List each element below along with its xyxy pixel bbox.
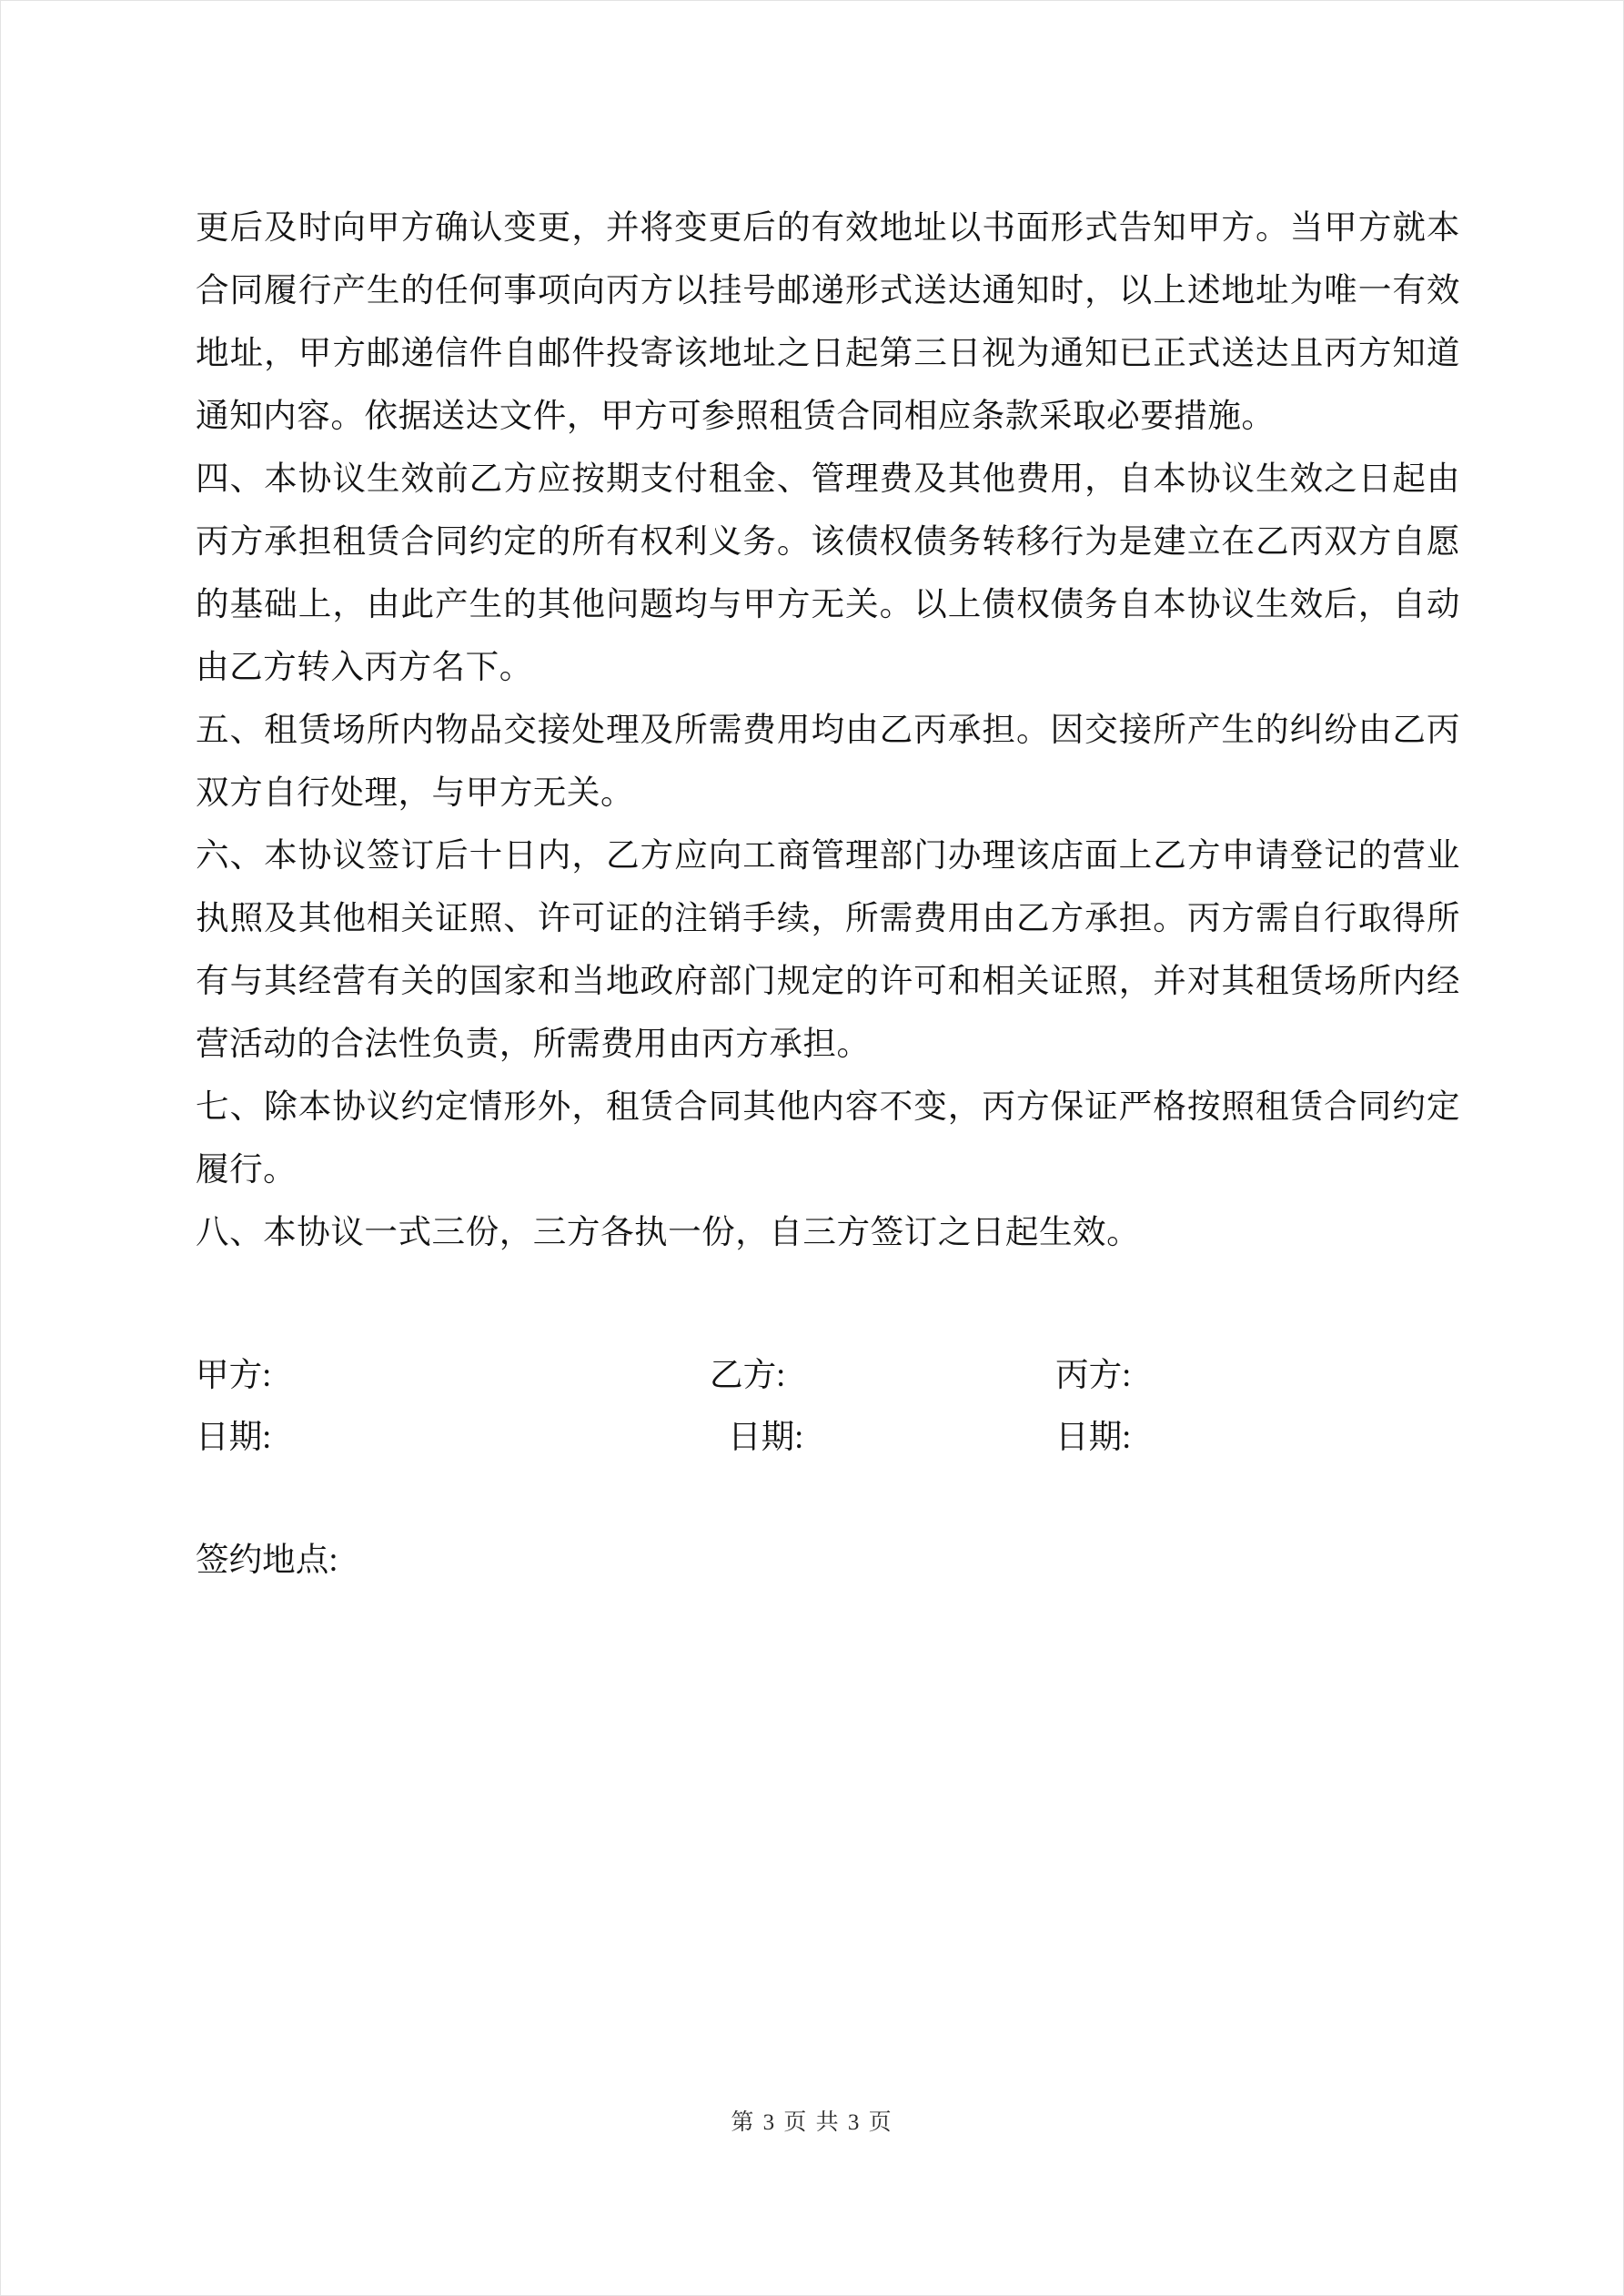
date-c-label: 日期: — [1055, 1418, 1132, 1455]
party-c-label: 丙方: — [1055, 1356, 1132, 1393]
clause-4-paragraph: 四、本协议生效前乙方应按期支付租金、管理费及其他费用，自本协议生效之日起由丙方承担租赁合同约定的所有权利义务。该债权债务转移行为是建立在乙丙双方自愿的基础上，由此产生的其他问题均与甲方无关。以上债权债务自本协议生效后，自动由乙方转入丙方名下。 — [196, 460, 1460, 685]
party-a-label: 甲方: — [196, 1356, 272, 1393]
clause-6-paragraph: 六、本协议签订后十日内，乙方应向工商管理部门办理该店面上乙方申请登记的营业执照及其他相关证照、许可证的注销手续，所需费用由乙方承担。丙方需自行取得所有与其经营有关的国家和当地政府部门规定的许可和相关证照，并对其租赁场所内经营活动的合法性负责，所需费用由丙方承担。 — [196, 836, 1460, 1062]
signature-dates-row — [196, 1405, 1460, 1468]
page-number-footer: 第 3 页 共 3 页 — [731, 2110, 893, 2135]
signing-location-label: 签约地点: — [196, 1541, 338, 1578]
party-b-label: 乙方: — [710, 1356, 786, 1393]
clause-7-paragraph: 七、除本协议约定情形外，租赁合同其他内容不变，丙方保证严格按照租赁合同约定履行。 — [196, 1087, 1460, 1188]
continuation-paragraph: 更后及时向甲方确认变更，并将变更后的有效地址以书面形式告知甲方。当甲方就本合同履行产生的任何事项向丙方以挂号邮递形式送达通知时，以上述地址为唯一有效地址，甲方邮递信件自邮件投寄该地址之日起第三日视为通知已正式送达且丙方知道通知内容。依据送达文件，甲方可参照租赁合同相应条款采取必要措施。 — [196, 208, 1460, 434]
date-b-label: 日期: — [728, 1418, 804, 1455]
clause-8-paragraph: 八、本协议一式三份，三方各执一份，自三方签订之日起生效。 — [196, 1213, 1141, 1250]
signing-location-row — [196, 1528, 1460, 1591]
document-body — [196, 196, 1460, 1263]
clause-5-paragraph: 五、租赁场所内物品交接处理及所需费用均由乙丙承担。因交接所产生的纠纷由乙丙双方自行处理，与甲方无关。 — [196, 711, 1460, 811]
signature-parties-row — [196, 1343, 1460, 1406]
date-a-label: 日期: — [196, 1418, 272, 1455]
